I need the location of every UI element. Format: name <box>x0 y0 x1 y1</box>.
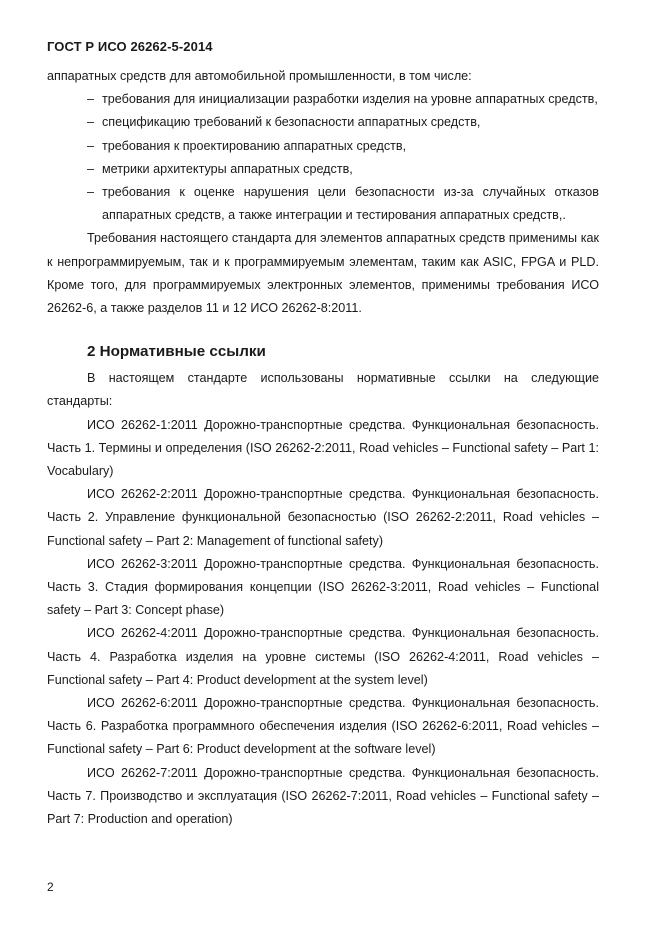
page-content <box>47 65 599 831</box>
reference-entry: ИСО 26262-1:2011 Дорожно-транспортные средства. Функциональная безопасность. Часть 1. Термины и определения (ISO 26262-2:2011, Road vehicles – Functional safety – Part 1: Vocabulary) <box>47 417 599 479</box>
applicability-paragraph: Требования настоящего стандарта для элементов аппаратных средств применимы как к непрограммируемым, так и к программируемым элементам, таким как ASIC, FPGA и PLD. Кроме того, для программируемых электронных элементов, применимы требования ИСО 26262-6, а также разделов 11 и 12 ИСО 26262-8:2011. <box>47 231 599 316</box>
list-item: – метрики архитектуры аппаратных средств, <box>47 158 599 181</box>
requirements-list <box>47 88 599 227</box>
dash-marker: – <box>87 92 95 107</box>
references-intro: В настоящем стандарте использованы нормативные ссылки на следующие стандарты: <box>47 371 599 409</box>
list-item: – требования к проектированию аппаратных средств, <box>47 135 599 158</box>
list-item: – спецификацию требований к безопасности аппаратных средств, <box>47 111 599 134</box>
intro-lead: аппаратных средств для автомобильной промышленности, в том числе: <box>47 69 472 83</box>
reference-entry: ИСО 26262-2:2011 Дорожно-транспортные средства. Функциональная безопасность. Часть 2. Управление функциональной безопасностью (ISO 26262-2:2011, Road vehicles – Functional safety – Part 2: Management of functional safety) <box>47 487 599 548</box>
reference-entry: ИСО 26262-4:2011 Дорожно-транспортные средства. Функциональная безопасность. Часть 4. Разработка изделия на уровне системы (ISO 26262-4:2011, Road vehicles – Functional safety – Part 4: Product development at the system level) <box>47 626 599 687</box>
reference-entry: ИСО 26262-6:2011 Дорожно-транспортные средства. Функциональная безопасность. Часть 6. Разработка программного обеспечения изделия (ISO 26262-6:2011, Road vehicles – Functional safety – Part 6: Product development at the software level) <box>47 696 599 757</box>
dash-marker: – <box>87 161 95 176</box>
dash-marker: – <box>87 185 95 200</box>
page-number: 2 <box>47 880 54 894</box>
list-item: – требования для инициализации разработки изделия на уровне аппаратных средств, <box>47 88 599 111</box>
normative-references <box>47 367 599 831</box>
dash-marker: – <box>87 115 95 130</box>
document-header: ГОСТ Р ИСО 26262-5-2014 <box>47 39 213 54</box>
reference-entry: ИСО 26262-7:2011 Дорожно-транспортные средства. Функциональная безопасность. Часть 7. Производство и эксплуатация (ISO 26262-7:2011, Road vehicles – Functional safety – Part 7: Production and operation) <box>47 765 599 827</box>
reference-entry: ИСО 26262-3:2011 Дорожно-транспортные средства. Функциональная безопасность. Часть 3. Стадия формирования концепции (ISO 26262-3:2011, Road vehicles – Functional safety – Part 3: Concept phase) <box>47 556 599 618</box>
list-item: – требования к оценке нарушения цели безопасности из-за случайных отказов аппаратных средств, а также интеграции и тестирования аппаратных средств,. <box>47 181 599 227</box>
section-heading: 2 Нормативные ссылки <box>87 343 266 361</box>
dash-marker: – <box>87 138 95 153</box>
